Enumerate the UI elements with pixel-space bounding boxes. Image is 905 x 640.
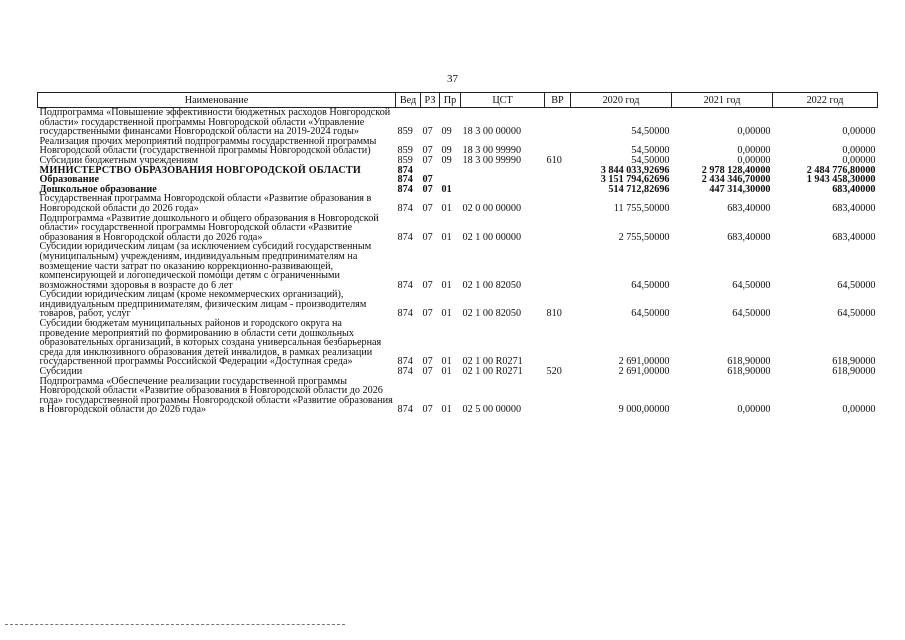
row-rz: 07 <box>422 183 433 195</box>
row-2021: 0,00000 <box>737 126 771 138</box>
row-name: Реализация прочих мероприятий подпрограммы государственной программы Новгородской области (государственной программы Новгородской области) <box>39 135 377 157</box>
row-2022: 0,00000 <box>842 154 876 166</box>
row-2022: 618,90000 <box>832 366 876 378</box>
table-row <box>38 319 878 367</box>
table-row <box>38 242 878 290</box>
row-2021: 0,00000 <box>737 154 771 166</box>
row-vr <box>545 214 571 243</box>
row-2020: 2 755,50000 <box>618 231 670 243</box>
page-number: 37 <box>447 73 458 85</box>
row-2020: 514 712,82696 <box>608 183 670 195</box>
row-2020: 64,50000 <box>631 279 670 291</box>
table-row <box>38 137 878 156</box>
row-cst <box>461 175 545 185</box>
row-2022: 683,40000 <box>832 231 876 243</box>
row-cst: 18 3 00 99990 <box>462 145 522 157</box>
row-2020: 2 691,00000 <box>618 366 670 378</box>
row-vr <box>545 319 571 367</box>
row-cst: 18 3 00 99990 <box>462 154 522 166</box>
row-rz: 07 <box>422 231 433 243</box>
row-name: Субсидии юридическим лицам (за исключением субсидий государственным (муниципальным) учреждениям, индивидуальным предпринимателям на возмещение части затрат по оказанию коррекционно-развивающей, компенсирующей и логопедической помощи детям с ограниченными возможностями здоровья в возрасте до 6 лет <box>39 241 372 291</box>
row-rz: 07 <box>422 154 433 166</box>
row-vr: 810 <box>546 308 562 320</box>
row-2022: 2 484 776,80000 <box>806 164 876 176</box>
row-2020: 11 755,50000 <box>613 202 670 214</box>
row-2022: 683,40000 <box>832 183 876 195</box>
row-ved: 874 <box>397 356 413 368</box>
row-cst <box>461 185 545 195</box>
row-vr <box>545 185 571 195</box>
row-pr: 01 <box>441 356 452 368</box>
row-name: Государственная программа Новгородской области «Развитие образования в Новгородской области до 2026 года» <box>39 193 372 214</box>
row-pr <box>440 166 461 176</box>
header-2020: 2020 год <box>571 93 672 108</box>
row-2021: 64,50000 <box>732 308 771 320</box>
row-2022: 1 943 458,30000 <box>806 174 876 186</box>
row-ved: 874 <box>397 308 413 320</box>
row-ved: 859 <box>397 145 413 157</box>
row-rz: 07 <box>422 145 433 157</box>
row-ved: 874 <box>397 404 413 416</box>
row-cst: 02 1 00 82050 <box>462 279 522 291</box>
row-rz: 07 <box>422 356 433 368</box>
row-2021: 0,00000 <box>737 404 771 416</box>
row-name: Подпрограмма «Развитие дошкольного и общего образования в Новгородской области» государственной программы Новгородской области «Развитие образования в Новгородской области до 2026 года» <box>39 212 379 243</box>
row-rz: 07 <box>422 202 433 214</box>
row-2022: 0,00000 <box>842 145 876 157</box>
row-pr: 01 <box>441 308 452 320</box>
row-2020: 54,50000 <box>631 145 670 157</box>
row-vr: 610 <box>546 154 562 166</box>
row-cst: 02 5 00 00000 <box>462 404 522 416</box>
header-ved: Вед <box>396 93 421 108</box>
row-cst <box>461 166 545 176</box>
row-2022: 64,50000 <box>837 279 876 291</box>
row-ved: 859 <box>397 126 413 138</box>
row-2022: 618,90000 <box>832 356 876 368</box>
row-ved: 874 <box>397 183 413 195</box>
row-2020: 2 691,00000 <box>618 356 670 368</box>
row-2021: 0,00000 <box>737 145 771 157</box>
row-2020: 54,50000 <box>631 126 670 138</box>
row-name: Субсидии бюджетным учреждениям <box>39 154 199 166</box>
row-ved: 874 <box>397 164 413 176</box>
row-2022: 0,00000 <box>842 404 876 416</box>
header-name: Наименование <box>38 93 396 108</box>
row-name: Образование <box>39 174 100 186</box>
row-cst: 02 1 00 R0271 <box>462 366 523 378</box>
row-name: Подпрограмма «Обеспечение реализации государственной программы Новгородской области «Развитие образования в Новгородской области до 2026 года» государственной программы Новгородской области «Развитие образования в Новгородской области до 2026 года» <box>39 375 393 416</box>
row-vr <box>545 137 571 156</box>
row-cst: 02 1 00 R0271 <box>462 356 523 368</box>
row-vr <box>545 108 571 137</box>
row-2021: 683,40000 <box>727 202 771 214</box>
budget-table <box>37 92 878 415</box>
row-2020: 64,50000 <box>631 308 670 320</box>
row-ved: 859 <box>397 154 413 166</box>
row-pr: 01 <box>441 279 452 291</box>
row-cst: 02 0 00 00000 <box>462 202 522 214</box>
table-row <box>38 194 878 213</box>
table-row <box>38 377 878 415</box>
row-2022: 0,00000 <box>842 126 876 138</box>
table-row <box>38 214 878 243</box>
row-2022: 683,40000 <box>832 202 876 214</box>
row-name: Субсидии юридическим лицам (кроме некоммерческих организаций), индивидуальным предпринимателям, физическим лицам - производителям товаров, работ, услуг <box>39 289 367 320</box>
row-rz: 07 <box>422 308 433 320</box>
row-rz: 07 <box>422 366 433 378</box>
row-vr: 520 <box>546 366 562 378</box>
row-name: Субсидии <box>39 366 83 378</box>
row-rz: 07 <box>422 279 433 291</box>
row-2022: 64,50000 <box>837 308 876 320</box>
row-2021: 2 434 346,70000 <box>701 174 771 186</box>
row-vr <box>545 242 571 290</box>
row-name: Субсидии бюджетам муниципальных районов и городского округа на проведение мероприятий по формированию в области сети дошкольных образовательных организаций, в которых создана универсальная безбарьерная среда для инклюзивного образования детей инвалидов, в рамках реализации государственной программы Российской Федерации «Доступная среда» <box>39 318 382 368</box>
row-ved: 874 <box>397 202 413 214</box>
row-vr <box>545 194 571 213</box>
row-2020: 54,50000 <box>631 154 670 166</box>
table-row <box>38 108 878 137</box>
row-2020: 3 151 794,62696 <box>600 174 670 186</box>
row-2020: 9 000,00000 <box>618 404 670 416</box>
header-cst: ЦСТ <box>461 93 545 108</box>
row-rz: 07 <box>422 404 433 416</box>
header-2021: 2021 год <box>672 93 773 108</box>
row-pr: 01 <box>441 404 452 416</box>
row-ved: 874 <box>397 174 413 186</box>
row-2021: 2 978 128,40000 <box>701 164 771 176</box>
row-ved: 874 <box>397 279 413 291</box>
row-2021: 618,90000 <box>727 366 771 378</box>
row-pr: 09 <box>441 126 452 138</box>
row-rz: 07 <box>422 174 433 186</box>
table-header-row <box>38 93 878 108</box>
row-vr <box>545 377 571 415</box>
row-rz: 07 <box>422 126 433 138</box>
header-pr: Пр <box>440 93 461 108</box>
footer-divider <box>5 624 345 625</box>
row-cst: 02 1 00 82050 <box>462 308 522 320</box>
row-ved: 874 <box>397 366 413 378</box>
row-name: Подпрограмма «Повышение эффективности бюджетных расходов Новгородской области» государственной программы Новгородской области «Управление государственными финансами Новгородской области на 2019-2024 годы» <box>39 107 391 138</box>
row-2021: 447 314,30000 <box>709 183 771 195</box>
row-2021: 683,40000 <box>727 231 771 243</box>
row-2020: 3 844 033,92696 <box>600 164 670 176</box>
row-vr <box>545 175 571 185</box>
header-vr: ВР <box>545 93 571 108</box>
row-pr: 01 <box>441 231 452 243</box>
header-2022: 2022 год <box>773 93 878 108</box>
header-rz: РЗ <box>421 93 440 108</box>
row-name: Дошкольное образование <box>39 183 157 195</box>
row-pr: 01 <box>441 183 452 195</box>
row-vr <box>545 166 571 176</box>
row-pr: 01 <box>441 202 452 214</box>
row-cst: 18 3 00 00000 <box>462 126 522 138</box>
row-pr: 09 <box>441 154 452 166</box>
row-ved: 874 <box>397 231 413 243</box>
row-2021: 64,50000 <box>732 279 771 291</box>
row-2021: 618,90000 <box>727 356 771 368</box>
row-pr: 01 <box>441 366 452 378</box>
row-pr: 09 <box>441 145 452 157</box>
row-name: МИНИСТЕРСТВО ОБРАЗОВАНИЯ НОВГОРОДСКОЙ ОБЛАСТИ <box>39 164 362 176</box>
row-cst: 02 1 00 00000 <box>462 231 522 243</box>
table-row <box>38 290 878 319</box>
